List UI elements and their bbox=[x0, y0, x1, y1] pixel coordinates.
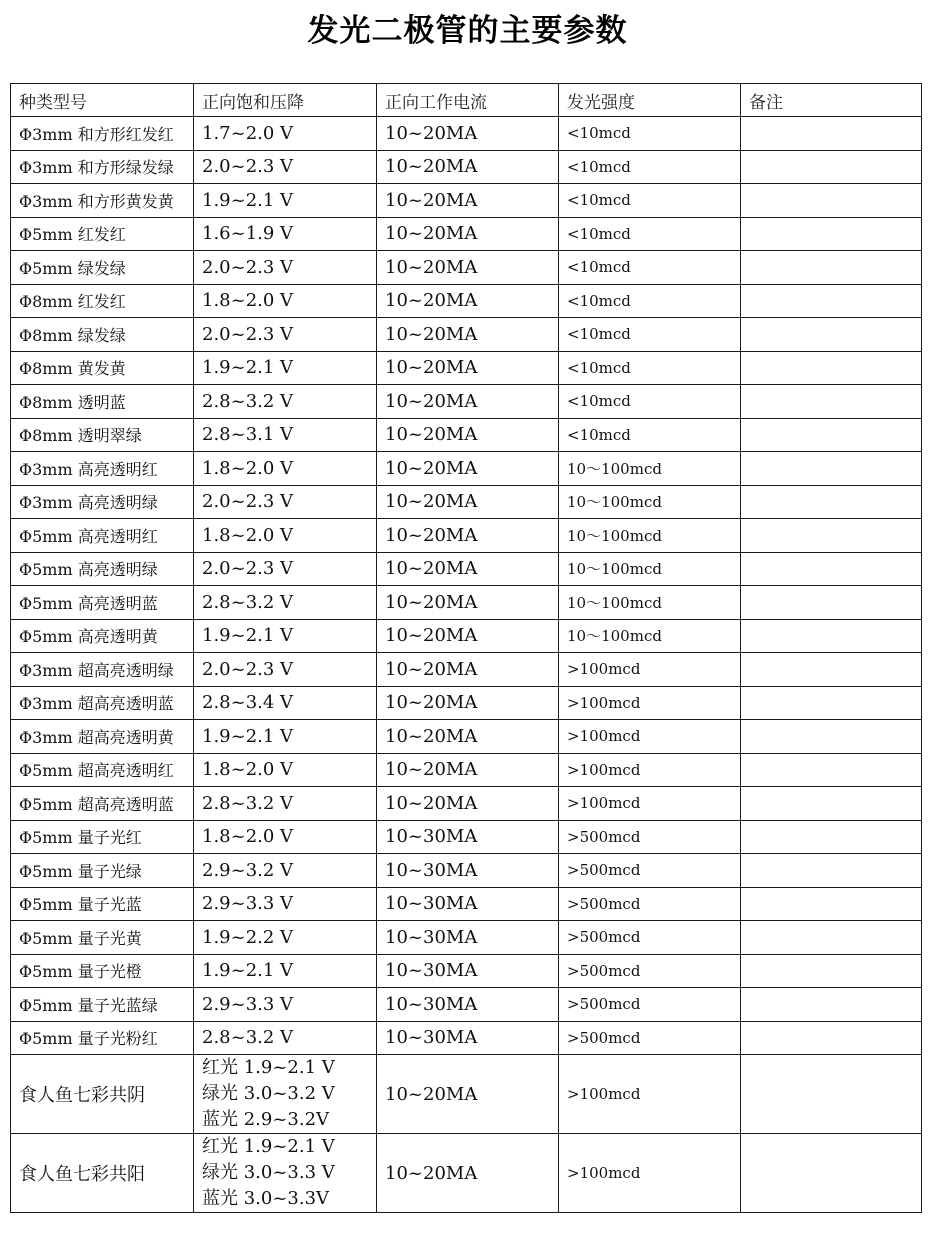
cell-type: 食人鱼七彩共阴 bbox=[11, 1055, 194, 1134]
cell-type: Φ5mm 绿发绿 bbox=[11, 251, 194, 285]
table-row-rgb bbox=[11, 1134, 922, 1213]
cell-forward-voltage: 1.8~2.0 V bbox=[194, 284, 377, 318]
cell-forward-current: 10~20MA bbox=[377, 117, 559, 151]
cell-forward-voltage: 2.8~3.1 V bbox=[194, 418, 377, 452]
cell-forward-current: 10~20MA bbox=[377, 753, 559, 787]
cell-forward-voltage: 2.0~2.3 V bbox=[194, 485, 377, 519]
cell-forward-voltage: 2.0~2.3 V bbox=[194, 653, 377, 687]
cell-luminous-intensity: <10mcd bbox=[559, 217, 741, 251]
cell-type: Φ5mm 量子光黄 bbox=[11, 921, 194, 955]
cell-type: Φ5mm 高亮透明绿 bbox=[11, 552, 194, 586]
cell-note bbox=[741, 1134, 922, 1213]
cell-forward-current: 10~30MA bbox=[377, 1021, 559, 1055]
cell-forward-current: 10~20MA bbox=[377, 686, 559, 720]
cell-luminous-intensity: 10～100mcd bbox=[559, 552, 741, 586]
cell-type: Φ3mm 超高亮透明蓝 bbox=[11, 686, 194, 720]
header-forward-voltage: 正向饱和压降 bbox=[194, 84, 377, 117]
cell-forward-voltage: 2.9~3.2 V bbox=[194, 854, 377, 888]
cell-note bbox=[741, 586, 922, 620]
cell-note bbox=[741, 753, 922, 787]
table-row bbox=[11, 787, 922, 821]
cell-note bbox=[741, 485, 922, 519]
cell-forward-current: 10~20MA bbox=[377, 1134, 559, 1213]
cell-note bbox=[741, 351, 922, 385]
table-row bbox=[11, 887, 922, 921]
header-forward-current: 正向工作电流 bbox=[377, 84, 559, 117]
table-row bbox=[11, 1021, 922, 1055]
table-row bbox=[11, 150, 922, 184]
cell-luminous-intensity: <10mcd bbox=[559, 284, 741, 318]
cell-type: Φ3mm 超高亮透明黄 bbox=[11, 720, 194, 754]
cell-forward-current: 10~20MA bbox=[377, 552, 559, 586]
cell-forward-current: 10~30MA bbox=[377, 854, 559, 888]
cell-forward-voltage: 2.9~3.3 V bbox=[194, 887, 377, 921]
cell-forward-voltage: 2.0~2.3 V bbox=[194, 318, 377, 352]
cell-luminous-intensity: >500mcd bbox=[559, 954, 741, 988]
cell-forward-voltage-list bbox=[194, 1134, 377, 1213]
cell-forward-current: 10~20MA bbox=[377, 653, 559, 687]
cell-type: Φ5mm 高亮透明蓝 bbox=[11, 586, 194, 620]
cell-note bbox=[741, 318, 922, 352]
table-row bbox=[11, 653, 922, 687]
cell-luminous-intensity: >100mcd bbox=[559, 787, 741, 821]
cell-note bbox=[741, 251, 922, 285]
header-luminous-intensity: 发光强度 bbox=[559, 84, 741, 117]
cell-note bbox=[741, 887, 922, 921]
cell-forward-voltage: 2.8~3.2 V bbox=[194, 787, 377, 821]
cell-type: Φ5mm 红发红 bbox=[11, 217, 194, 251]
cell-forward-voltage: 2.0~2.3 V bbox=[194, 251, 377, 285]
table-row bbox=[11, 954, 922, 988]
cell-forward-current: 10~20MA bbox=[377, 720, 559, 754]
cell-luminous-intensity: >500mcd bbox=[559, 820, 741, 854]
cell-note bbox=[741, 686, 922, 720]
cell-note bbox=[741, 117, 922, 151]
header-type: 种类型号 bbox=[11, 84, 194, 117]
cell-type: Φ3mm 超高亮透明绿 bbox=[11, 653, 194, 687]
cell-note bbox=[741, 921, 922, 955]
cell-note bbox=[741, 519, 922, 553]
cell-luminous-intensity: 10～100mcd bbox=[559, 485, 741, 519]
cell-note bbox=[741, 619, 922, 653]
table-row bbox=[11, 619, 922, 653]
cell-type: Φ5mm 量子光蓝绿 bbox=[11, 988, 194, 1022]
cell-type: Φ8mm 绿发绿 bbox=[11, 318, 194, 352]
table-row-rgb bbox=[11, 1055, 922, 1134]
cell-forward-current: 10~20MA bbox=[377, 619, 559, 653]
cell-type: Φ5mm 高亮透明黄 bbox=[11, 619, 194, 653]
cell-luminous-intensity: >100mcd bbox=[559, 1055, 741, 1134]
cell-forward-voltage: 1.9~2.1 V bbox=[194, 351, 377, 385]
cell-type: Φ5mm 量子光蓝 bbox=[11, 887, 194, 921]
cell-luminous-intensity: >100mcd bbox=[559, 720, 741, 754]
cell-note bbox=[741, 418, 922, 452]
cell-forward-current: 10~20MA bbox=[377, 284, 559, 318]
cell-type: Φ8mm 透明蓝 bbox=[11, 385, 194, 419]
table-row bbox=[11, 820, 922, 854]
cell-luminous-intensity: <10mcd bbox=[559, 351, 741, 385]
cell-note bbox=[741, 954, 922, 988]
cell-type: Φ8mm 透明翠绿 bbox=[11, 418, 194, 452]
cell-type: Φ8mm 红发红 bbox=[11, 284, 194, 318]
cell-forward-current: 10~20MA bbox=[377, 351, 559, 385]
cell-type: Φ5mm 量子光绿 bbox=[11, 854, 194, 888]
cell-forward-current: 10~20MA bbox=[377, 217, 559, 251]
cell-forward-voltage: 1.7~2.0 V bbox=[194, 117, 377, 151]
cell-forward-current: 10~20MA bbox=[377, 318, 559, 352]
table-row bbox=[11, 485, 922, 519]
cell-luminous-intensity: 10～100mcd bbox=[559, 519, 741, 553]
cell-type: Φ5mm 高亮透明红 bbox=[11, 519, 194, 553]
voltage-line: 蓝光 2.9~3.2V bbox=[202, 1109, 330, 1130]
cell-luminous-intensity: <10mcd bbox=[559, 117, 741, 151]
cell-forward-voltage: 1.8~2.0 V bbox=[194, 519, 377, 553]
table-header-row bbox=[11, 84, 922, 117]
cell-forward-voltage: 2.8~3.2 V bbox=[194, 586, 377, 620]
table-row bbox=[11, 251, 922, 285]
cell-note bbox=[741, 284, 922, 318]
led-parameters-table bbox=[10, 83, 922, 1213]
cell-forward-voltage: 2.9~3.3 V bbox=[194, 988, 377, 1022]
cell-type: Φ3mm 高亮透明绿 bbox=[11, 485, 194, 519]
cell-forward-voltage: 1.9~2.1 V bbox=[194, 184, 377, 218]
cell-forward-current: 10~20MA bbox=[377, 418, 559, 452]
cell-note bbox=[741, 1021, 922, 1055]
cell-forward-current: 10~30MA bbox=[377, 988, 559, 1022]
table-row bbox=[11, 586, 922, 620]
cell-note bbox=[741, 720, 922, 754]
table-row bbox=[11, 217, 922, 251]
cell-forward-current: 10~30MA bbox=[377, 820, 559, 854]
cell-forward-current: 10~20MA bbox=[377, 385, 559, 419]
cell-forward-current: 10~20MA bbox=[377, 787, 559, 821]
cell-type: 食人鱼七彩共阳 bbox=[11, 1134, 194, 1213]
cell-forward-current: 10~20MA bbox=[377, 1055, 559, 1134]
cell-luminous-intensity: >500mcd bbox=[559, 921, 741, 955]
table-row bbox=[11, 385, 922, 419]
cell-type: Φ5mm 超高亮透明蓝 bbox=[11, 787, 194, 821]
cell-type: Φ5mm 量子光红 bbox=[11, 820, 194, 854]
cell-type: Φ3mm 和方形绿发绿 bbox=[11, 150, 194, 184]
cell-type: Φ3mm 和方形黄发黄 bbox=[11, 184, 194, 218]
table-row bbox=[11, 184, 922, 218]
cell-forward-voltage: 2.8~3.2 V bbox=[194, 385, 377, 419]
cell-note bbox=[741, 787, 922, 821]
cell-note bbox=[741, 452, 922, 486]
voltage-line: 红光 1.9~2.1 V bbox=[202, 1136, 335, 1157]
cell-forward-current: 10~30MA bbox=[377, 887, 559, 921]
cell-luminous-intensity: >500mcd bbox=[559, 854, 741, 888]
cell-luminous-intensity: >500mcd bbox=[559, 1021, 741, 1055]
cell-luminous-intensity: >500mcd bbox=[559, 887, 741, 921]
cell-forward-voltage: 1.8~2.0 V bbox=[194, 452, 377, 486]
cell-luminous-intensity: 10～100mcd bbox=[559, 452, 741, 486]
cell-type: Φ8mm 黄发黄 bbox=[11, 351, 194, 385]
voltage-line: 绿光 3.0~3.3 V bbox=[202, 1162, 335, 1183]
cell-type: Φ5mm 量子光橙 bbox=[11, 954, 194, 988]
table-row bbox=[11, 552, 922, 586]
table-row bbox=[11, 720, 922, 754]
cell-note bbox=[741, 150, 922, 184]
cell-forward-current: 10~30MA bbox=[377, 954, 559, 988]
cell-note bbox=[741, 820, 922, 854]
cell-forward-voltage: 1.9~2.1 V bbox=[194, 954, 377, 988]
cell-forward-current: 10~20MA bbox=[377, 485, 559, 519]
cell-luminous-intensity: >100mcd bbox=[559, 686, 741, 720]
cell-note bbox=[741, 217, 922, 251]
page-title: 发光二极管的主要参数 bbox=[307, 13, 628, 49]
cell-forward-voltage: 1.8~2.0 V bbox=[194, 820, 377, 854]
cell-forward-current: 10~20MA bbox=[377, 519, 559, 553]
header-note: 备注 bbox=[741, 84, 922, 117]
table-row bbox=[11, 284, 922, 318]
cell-forward-voltage: 2.0~2.3 V bbox=[194, 552, 377, 586]
cell-note bbox=[741, 552, 922, 586]
cell-luminous-intensity: >500mcd bbox=[559, 988, 741, 1022]
table-row bbox=[11, 753, 922, 787]
cell-forward-current: 10~20MA bbox=[377, 586, 559, 620]
table-row bbox=[11, 854, 922, 888]
cell-forward-voltage: 1.9~2.1 V bbox=[194, 619, 377, 653]
cell-forward-voltage: 2.0~2.3 V bbox=[194, 150, 377, 184]
table-row bbox=[11, 418, 922, 452]
cell-note bbox=[741, 854, 922, 888]
table-row bbox=[11, 519, 922, 553]
cell-note bbox=[741, 653, 922, 687]
cell-luminous-intensity: >100mcd bbox=[559, 753, 741, 787]
table-row bbox=[11, 351, 922, 385]
cell-luminous-intensity: <10mcd bbox=[559, 385, 741, 419]
cell-forward-voltage: 2.8~3.4 V bbox=[194, 686, 377, 720]
cell-type: Φ5mm 超高亮透明红 bbox=[11, 753, 194, 787]
table-row bbox=[11, 686, 922, 720]
voltage-line: 绿光 3.0~3.2 V bbox=[202, 1083, 335, 1104]
cell-luminous-intensity: <10mcd bbox=[559, 150, 741, 184]
cell-forward-voltage: 2.8~3.2 V bbox=[194, 1021, 377, 1055]
voltage-line: 红光 1.9~2.1 V bbox=[202, 1057, 335, 1078]
cell-note bbox=[741, 385, 922, 419]
cell-note bbox=[741, 988, 922, 1022]
cell-forward-voltage: 1.9~2.1 V bbox=[194, 720, 377, 754]
cell-type: Φ5mm 量子光粉红 bbox=[11, 1021, 194, 1055]
cell-forward-current: 10~20MA bbox=[377, 150, 559, 184]
cell-luminous-intensity: <10mcd bbox=[559, 251, 741, 285]
cell-type: Φ3mm 和方形红发红 bbox=[11, 117, 194, 151]
voltage-line: 蓝光 3.0~3.3V bbox=[202, 1188, 330, 1209]
cell-luminous-intensity: <10mcd bbox=[559, 418, 741, 452]
cell-luminous-intensity: >100mcd bbox=[559, 1134, 741, 1213]
cell-luminous-intensity: <10mcd bbox=[559, 318, 741, 352]
cell-type: Φ3mm 高亮透明红 bbox=[11, 452, 194, 486]
table-row bbox=[11, 318, 922, 352]
cell-forward-current: 10~20MA bbox=[377, 452, 559, 486]
cell-forward-voltage: 1.6~1.9 V bbox=[194, 217, 377, 251]
cell-luminous-intensity: 10～100mcd bbox=[559, 586, 741, 620]
cell-note bbox=[741, 1055, 922, 1134]
cell-forward-voltage: 1.9~2.2 V bbox=[194, 921, 377, 955]
table-row bbox=[11, 452, 922, 486]
cell-luminous-intensity: >100mcd bbox=[559, 653, 741, 687]
cell-forward-current: 10~20MA bbox=[377, 184, 559, 218]
table-row bbox=[11, 117, 922, 151]
cell-forward-current: 10~20MA bbox=[377, 251, 559, 285]
cell-forward-current: 10~30MA bbox=[377, 921, 559, 955]
cell-forward-voltage-list bbox=[194, 1055, 377, 1134]
cell-forward-voltage: 1.8~2.0 V bbox=[194, 753, 377, 787]
cell-note bbox=[741, 184, 922, 218]
cell-luminous-intensity: <10mcd bbox=[559, 184, 741, 218]
cell-luminous-intensity: 10～100mcd bbox=[559, 619, 741, 653]
table-row bbox=[11, 921, 922, 955]
table-row bbox=[11, 988, 922, 1022]
